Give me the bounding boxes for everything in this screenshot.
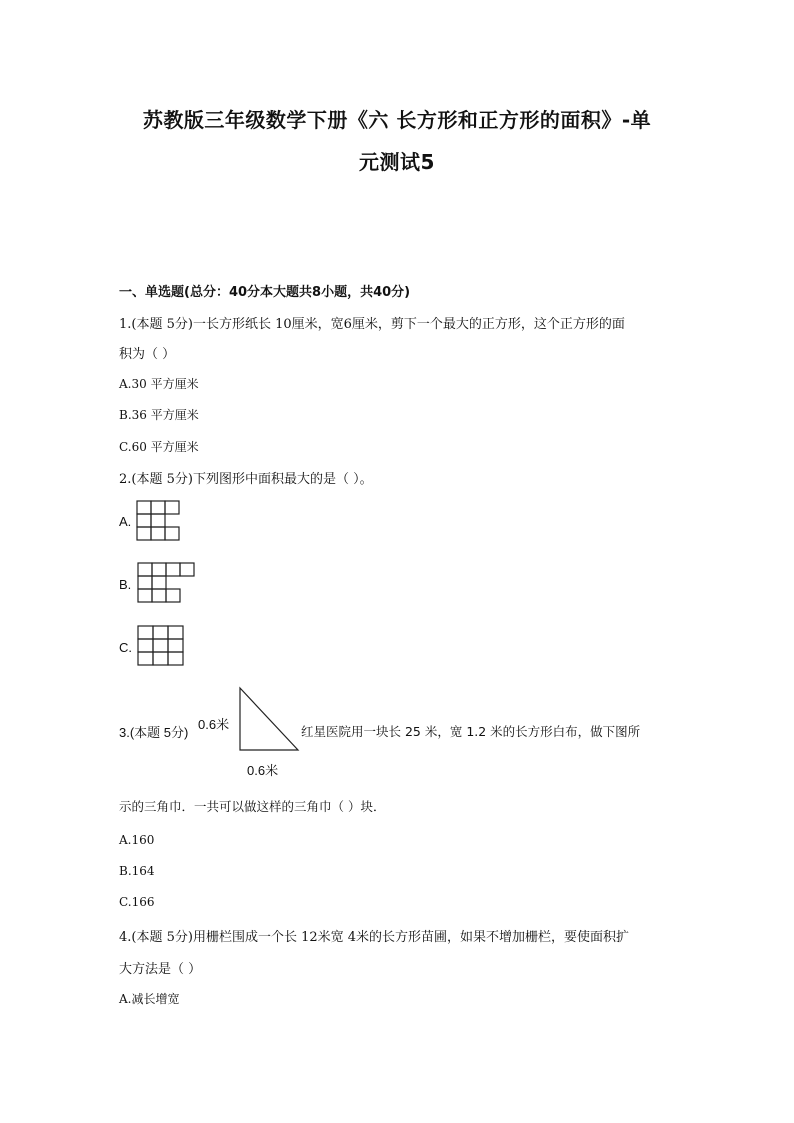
question-2-option-b[interactable]: B.	[119, 577, 132, 592]
triangle-base-label: 0.6米	[247, 763, 279, 778]
question-2-figure-b	[137, 562, 197, 604]
question-4-text-line1: 4.(本题 5分)用栅栏围成一个长 12米宽 4米的长方形苗圃，如果不增加栅栏，要使面积扩	[119, 930, 630, 945]
question-2-option-c[interactable]: C.	[119, 640, 132, 655]
question-3-text-line2: 示的三角巾．一共可以做这样的三角巾（ ）块．	[119, 799, 386, 814]
figure-a-row-2	[137, 514, 165, 527]
page-title-line2: 元测试5	[359, 150, 435, 174]
question-3-option-a[interactable]: A.160	[119, 833, 155, 847]
figure-b-row-3	[138, 589, 180, 602]
triangle-side-label: 0.6米	[198, 717, 230, 732]
right-triangle-figure	[238, 686, 300, 752]
figure-a-row-1	[137, 501, 179, 514]
question-2-option-a[interactable]: A.	[119, 514, 132, 529]
question-1-option-b[interactable]: B.36 平方厘米	[119, 408, 199, 422]
question-3-option-b[interactable]: B.164	[119, 864, 155, 878]
figure-a-row-3	[137, 527, 179, 540]
question-3-option-c[interactable]: C.166	[119, 895, 155, 909]
question-2-figure-a	[136, 500, 182, 542]
question-1-option-a[interactable]: A.30 平方厘米	[119, 377, 199, 391]
question-1-text-line1: 1.(本题 5分)一长方形纸长 10厘米，宽6厘米，剪下一个最大的正方形，这个正方形的面	[119, 317, 625, 332]
question-1-text-line2: 积为（ ）	[119, 347, 176, 362]
figure-b-row-1	[138, 563, 194, 576]
section-heading: 一、单选题(总分：40分本大题共8小题，共40分)	[119, 285, 411, 300]
question-1-option-c[interactable]: C.60 平方厘米	[119, 440, 199, 454]
page-title-line1: 苏教版三年级数学下册《六 长方形和正方形的面积》-单	[142, 108, 652, 132]
question-4-text-line2: 大方法是（ ）	[119, 962, 202, 977]
question-2-text: 2.(本题 5分)下列图形中面积最大的是（ ）。	[119, 472, 373, 487]
figure-b-row-2	[138, 576, 166, 589]
question-4-option-a[interactable]: A.减长增宽	[119, 992, 180, 1006]
question-2-figure-c	[137, 625, 185, 667]
figure-c-grid	[138, 626, 183, 665]
question-3-prefix: 3.(本题 5分)	[119, 725, 189, 740]
question-3-text-line1: 红星医院用一块长 25 米，宽 1.2 米的长方形白布，做下图所	[301, 724, 641, 739]
